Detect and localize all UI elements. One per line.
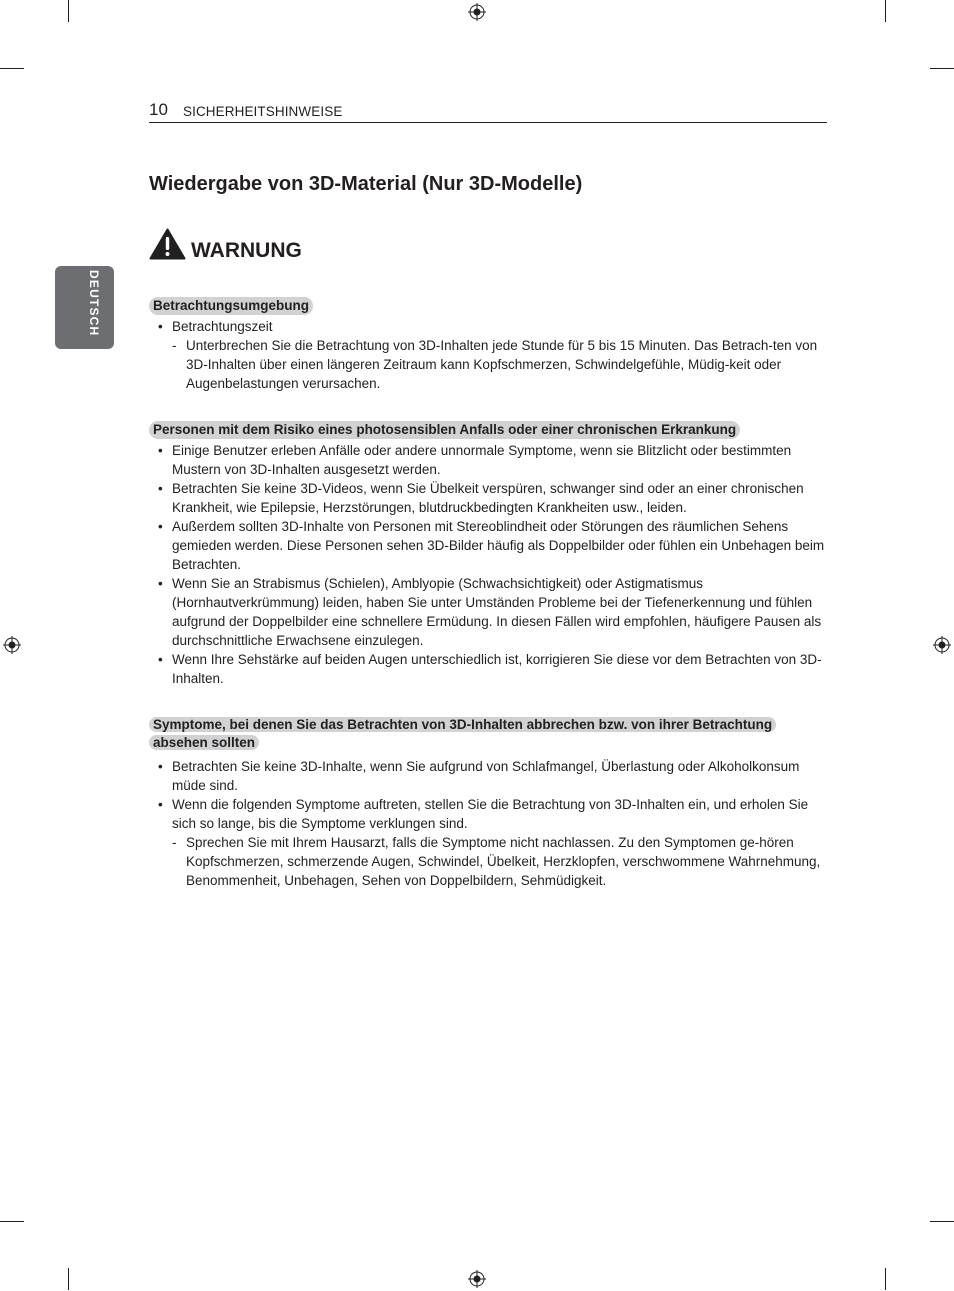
section-heading	[149, 716, 827, 752]
registration-mark-icon	[468, 1270, 486, 1288]
crop-mark	[0, 68, 24, 69]
language-tab-label: DEUTSCH	[87, 270, 101, 337]
bullet-list	[149, 317, 827, 393]
page-title: Wiedergabe von 3D-Material (Nur 3D-Modelle)	[149, 173, 583, 195]
warning-triangle-icon	[149, 228, 186, 260]
list-item: • Wenn Ihre Sehstärke auf beiden Augen unterschiedlich ist, korrigieren Sie diese vor dem Betrachten von 3D-Inhalten.	[149, 650, 827, 688]
sub-list	[172, 336, 827, 393]
registration-mark-icon	[468, 3, 486, 21]
registration-mark-icon	[3, 636, 21, 654]
section-label: SICHERHEITSHINWEISE	[183, 104, 343, 119]
crop-mark	[930, 68, 954, 69]
crop-mark	[68, 0, 69, 22]
section-viewing-environment	[149, 297, 827, 393]
sub-list-item: - Sprechen Sie mit Ihrem Hausarzt, falls die Symptome nicht nachlassen. Zu den Symptomen ge-hören Kopfschmerzen, schmerzende Augen, Schwindel, Übelkeit, Herzklopfen, verschwommene Wahrnehmung, Benommenheit, Unbehagen, Sehen von Doppelbildern, Sehmüdigkeit.	[172, 833, 827, 890]
page-header	[149, 100, 827, 123]
page-number: 10	[149, 100, 168, 119]
registration-mark-icon	[933, 636, 951, 654]
section-photosensitive-risk	[149, 421, 827, 688]
language-tab	[55, 266, 114, 349]
section-heading-text: Symptome, bei denen Sie das Betrachten von 3D-Inhalten abbrechen bzw. von ihrer Betrachtung absehen sollten	[149, 717, 776, 750]
crop-mark	[885, 0, 886, 22]
list-item-text: Wenn die folgenden Symptome auftreten, stellen Sie die Betrachtung von 3D-Inhalten ein, und erholen Sie sich so lange, bis die Symptome verklungen sind.	[172, 797, 809, 831]
crop-mark	[930, 1221, 954, 1222]
list-item: • Betrachten Sie keine 3D-Inhalte, wenn Sie aufgrund von Schlafmangel, Überlastung oder Alkoholkonsum müde sind.	[149, 757, 827, 795]
warning-label: WARNUNG	[191, 239, 302, 262]
list-item: • Einige Benutzer erleben Anfälle oder andere unnormale Symptome, wenn sie Blitzlicht oder bestimmten Mustern von 3D-Inhalten ausgesetzt werden.	[149, 441, 827, 479]
section-symptoms	[149, 716, 827, 890]
sub-list	[172, 833, 827, 890]
list-item	[149, 795, 827, 890]
list-item: • Wenn Sie an Strabismus (Schielen), Amblyopie (Schwachsichtigkeit) oder Astigmatismus (Hornhautverkrümmung) leiden, haben Sie unter Umständen Probleme bei der Tiefenerkennung und fühlen aufgrund der Doppelbilder eine schnellere Ermüdung. In diesen Fällen wird empfohlen, häufigere Pausen als durchschnittliche Erwachsene einzulegen.	[149, 574, 827, 650]
section-heading: Personen mit dem Risiko eines photosensiblen Anfalls oder einer chronischen Erkrankung	[149, 421, 740, 439]
list-item: • Außerdem sollten 3D-Inhalte von Personen mit Stereoblindheit oder Störungen des räumlichen Sehens gemieden werden. Diese Personen sehen 3D-Bilder häufig als Doppelbilder oder fühlen ein Unbehagen beim Betrachten.	[149, 517, 827, 574]
bullet-list	[149, 441, 827, 688]
section-heading: Betrachtungsumgebung	[149, 297, 313, 315]
crop-mark	[0, 1221, 24, 1222]
bullet-list	[149, 757, 827, 890]
crop-mark	[885, 1268, 886, 1290]
crop-mark	[68, 1268, 69, 1290]
list-item: • Betrachten Sie keine 3D-Videos, wenn Sie Übelkeit verspüren, schwanger sind oder an einer chronischen Krankheit, wie Epilepsie, Herzstörungen, blutdruckbedingten Krankheiten usw., leiden.	[149, 479, 827, 517]
sub-list-item: - Unterbrechen Sie die Betrachtung von 3D-Inhalten jede Stunde für 5 bis 15 Minuten. Das Betrach-ten von 3D-Inhalten über einen längeren Zeitraum kann Kopfschmerzen, Schwindelgefühle, Müdig-keit oder Augenbelastungen verursachen.	[172, 336, 827, 393]
list-item-text: Betrachtungszeit	[172, 319, 273, 334]
list-item	[149, 317, 827, 393]
